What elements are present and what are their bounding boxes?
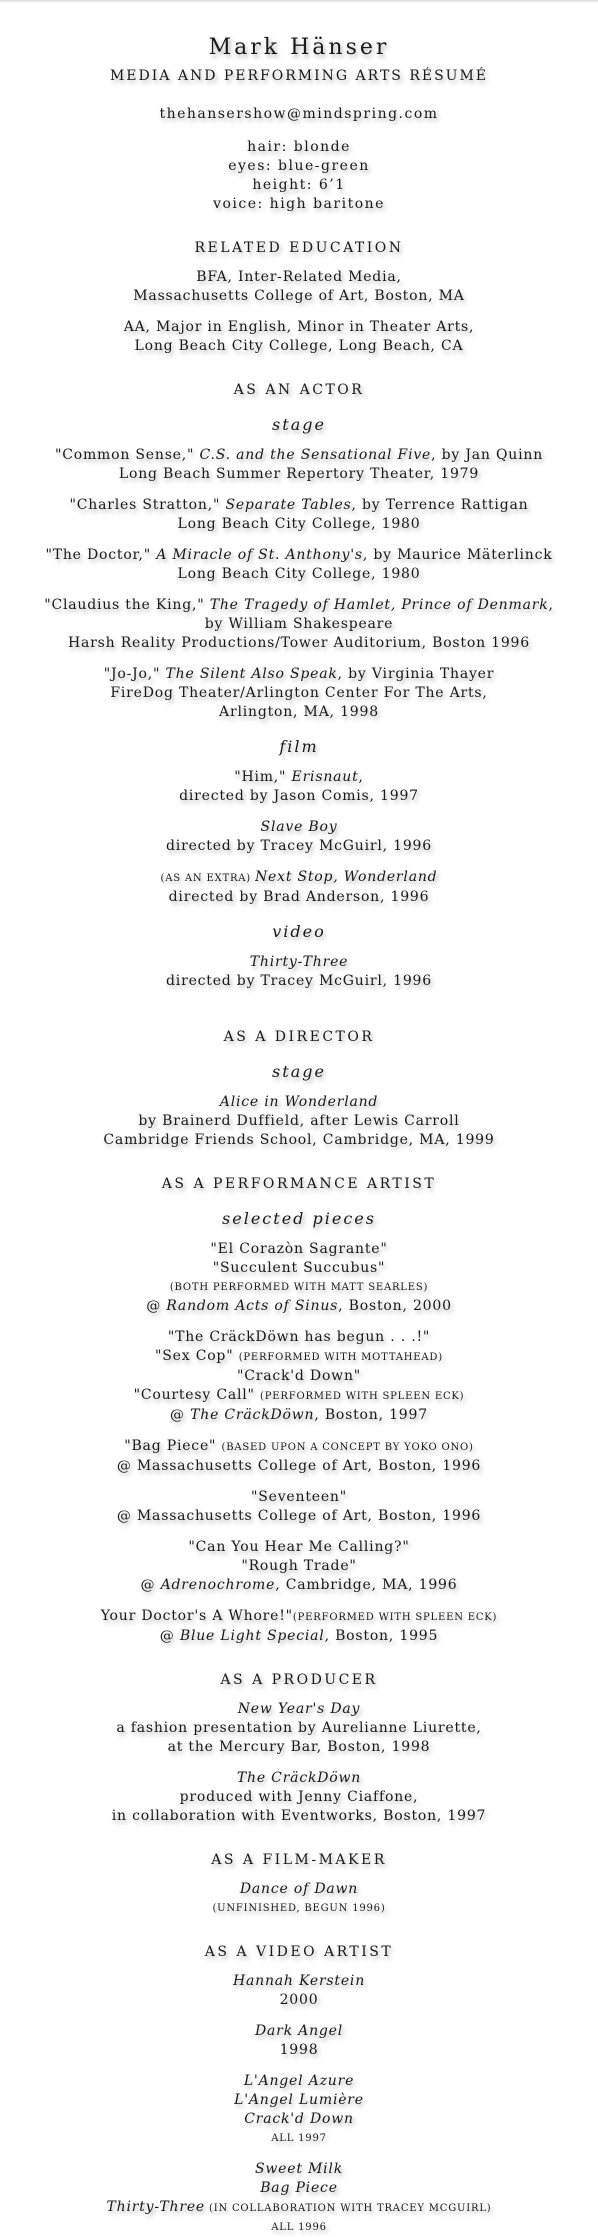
director-line: directed by Tracey McGuirl, 1996 xyxy=(166,838,432,854)
performance-entry xyxy=(0,1437,598,1476)
collaborator-note: (BOTH PERFORMED WITH MATT SEARLES) xyxy=(169,1282,429,1293)
status-line: (UNFINISHED, BEGUN 1996) xyxy=(212,1903,386,1914)
title-line: New Year's Day xyxy=(237,1701,361,1717)
top-edge xyxy=(0,0,598,3)
piece-title: "Rough Trade" xyxy=(241,1558,357,1574)
producer-entry xyxy=(0,1769,598,1826)
video-artist-entry xyxy=(0,2160,598,2237)
role-line: "Charles Stratton," Separate Tables, by Terrence Rattigan xyxy=(69,497,529,513)
resume-page xyxy=(0,33,598,2237)
director-line: directed by Tracey McGuirl, 1996 xyxy=(166,973,432,989)
actor-stage-entry xyxy=(0,546,598,584)
actor-stage-entry xyxy=(0,446,598,484)
venue-line: @ Massachusetts College of Art, Boston, 1996 xyxy=(116,1508,482,1524)
venue-line: Cambridge Friends School, Cambridge, MA, 1999 xyxy=(103,1132,495,1148)
title-line: (AS AN EXTRA) Next Stop, Wonderland xyxy=(160,869,438,885)
section-heading-director: AS A DIRECTOR xyxy=(223,1029,375,1045)
email-link[interactable]: thehansershow@mindspring.com xyxy=(159,106,439,122)
education-school: Long Beach City College, Long Beach, CA xyxy=(134,338,464,354)
actor-film-entry xyxy=(0,768,598,806)
video-artist-entry xyxy=(0,1972,598,2010)
actor-film-entry xyxy=(0,818,598,856)
title-line: Bag Piece xyxy=(260,2180,338,2196)
section-heading-education: RELATED EDUCATION xyxy=(194,240,404,256)
stat-eyes: eyes: blue-green xyxy=(228,158,370,174)
actor-stage-entry xyxy=(0,496,598,534)
venue-line: @ Random Acts of Sinus, Boston, 2000 xyxy=(146,1298,452,1314)
education-degree: BFA, Inter-Related Media, xyxy=(196,269,402,285)
performance-entry xyxy=(0,1488,598,1526)
title-line: Sweet Milk xyxy=(255,2161,343,2177)
title-line: Thirty-Three xyxy=(249,954,349,970)
page-subtitle: MEDIA AND PERFORMING ARTS RÉSUMÉ xyxy=(109,68,489,84)
actor-stage-entry xyxy=(0,596,598,653)
venue-line: FireDog Theater/Arlington Center For The Arts, xyxy=(110,685,488,701)
piece-title: "Can You Hear Me Calling?" xyxy=(188,1539,410,1555)
performance-entry xyxy=(0,1328,598,1425)
venue-line: @ Massachusetts College of Art, Boston, 1996 xyxy=(116,1458,482,1474)
venue-line: Long Beach City College, 1980 xyxy=(177,566,421,582)
title-line: Dance of Dawn xyxy=(239,1881,359,1897)
title-line: Dark Angel xyxy=(254,2023,344,2039)
subheading-film: film xyxy=(279,737,319,756)
venue-line: Long Beach Summer Repertory Theater, 1979 xyxy=(118,466,480,482)
venue-line: @ Adrenochrome, Cambridge, MA, 1996 xyxy=(140,1577,458,1593)
title-line: The CräckDöwn xyxy=(236,1770,362,1786)
piece-title: "Sex Cop" (PERFORMED WITH MOTTAHEAD) xyxy=(155,1348,443,1364)
role-line: "Jo-Jo," The Silent Also Speak, by Virginia Thayer xyxy=(103,666,495,682)
venue-line: @ The CräckDöwn, Boston, 1997 xyxy=(170,1407,428,1423)
title-line: Thirty-Three (IN COLLABORATION WITH TRACEY MCGUIRL) xyxy=(106,2199,492,2215)
piece-title: "Courtesy Call" (PERFORMED WITH SPLEEN ECK) xyxy=(133,1387,465,1403)
author-line: by Brainerd Duffield, after Lewis Carroll xyxy=(138,1113,460,1129)
performance-entry xyxy=(0,1538,598,1595)
performance-entry xyxy=(0,1240,598,1316)
year-line: 2000 xyxy=(279,1992,319,2008)
director-line: directed by Jason Comis, 1997 xyxy=(179,788,419,804)
role-line: "Him," Erisnaut, xyxy=(234,769,364,785)
section-heading-filmmaker: AS A FILM-MAKER xyxy=(211,1852,387,1868)
venue-line: Arlington, MA, 1998 xyxy=(219,704,379,720)
education-entry xyxy=(0,318,598,356)
page-title: Mark Hänser xyxy=(208,35,390,60)
subheading-stage: stage xyxy=(272,1062,326,1081)
performance-entry xyxy=(0,1607,598,1646)
detail-line: a fashion presentation by Aurelianne Liurette, xyxy=(116,1720,482,1736)
actor-video-entry xyxy=(0,953,598,991)
video-artist-entry xyxy=(0,2022,598,2060)
venue-line: Long Beach City College, 1980 xyxy=(177,516,421,532)
piece-title: "Crack'd Down" xyxy=(236,1368,362,1384)
venue-line: @ Blue Light Special, Boston, 1995 xyxy=(159,1628,439,1644)
year-line: ALL 1996 xyxy=(271,2222,327,2233)
subheading-selected-pieces: selected pieces xyxy=(222,1209,376,1228)
year-line: 1998 xyxy=(279,2042,319,2058)
director-stage-entry xyxy=(0,1093,598,1150)
section-heading-actor: AS AN ACTOR xyxy=(233,382,365,398)
stat-voice: voice: high baritone xyxy=(213,196,385,212)
year-line: ALL 1997 xyxy=(271,2133,327,2144)
title-line: L'Angel Lumière xyxy=(234,2092,364,2108)
role-line: "Claudius the King," The Tragedy of Hamlet, Prince of Denmark, xyxy=(44,597,554,613)
venue-line: in collaboration with Eventworks, Boston, 1997 xyxy=(111,1808,487,1824)
actor-stage-entry xyxy=(0,665,598,722)
subheading-stage: stage xyxy=(272,415,326,434)
section-heading-video-artist: AS A VIDEO ARTIST xyxy=(204,1944,394,1960)
education-entry xyxy=(0,268,598,306)
role-line: "Common Sense," C.S. and the Sensational Five, by Jan Quinn xyxy=(54,447,544,463)
piece-title: "Bag Piece" (BASED UPON A CONCEPT BY YOKO ONO) xyxy=(124,1438,474,1454)
piece-title: "Seventeen" xyxy=(251,1489,347,1505)
title-line: Alice in Wonderland xyxy=(219,1094,379,1110)
actor-film-entry xyxy=(0,868,598,907)
video-artist-entry xyxy=(0,2072,598,2148)
education-degree: AA, Major in English, Minor in Theater Arts, xyxy=(123,319,475,335)
title-line: Slave Boy xyxy=(260,819,338,835)
filmmaker-entry xyxy=(0,1880,598,1918)
section-heading-producer: AS A PRODUCER xyxy=(220,1672,378,1688)
education-school: Massachusetts College of Art, Boston, MA xyxy=(133,288,465,304)
physical-stats xyxy=(0,138,598,214)
piece-title: "El Corazòn Sagrante" xyxy=(210,1241,388,1257)
piece-title: "The CräckDöwn has begun . . .!" xyxy=(167,1329,431,1345)
producer-entry xyxy=(0,1700,598,1757)
title-line: Hannah Kerstein xyxy=(232,1973,366,1989)
director-line: directed by Brad Anderson, 1996 xyxy=(168,889,430,905)
title-line: Crack'd Down xyxy=(244,2111,354,2127)
stat-hair: hair: blonde xyxy=(247,139,351,155)
venue-line: Harsh Reality Productions/Tower Auditorium, Boston 1996 xyxy=(68,635,530,651)
venue-line: at the Mercury Bar, Boston, 1998 xyxy=(167,1739,431,1755)
role-line: "The Doctor," A Miracle of St. Anthony's, by Maurice Mäterlinck xyxy=(45,547,553,563)
author-line: by William Shakespeare xyxy=(204,616,394,632)
title-line: L'Angel Azure xyxy=(243,2073,355,2089)
detail-line: produced with Jenny Ciaffone, xyxy=(179,1789,419,1805)
section-heading-performance: AS A PERFORMANCE ARTIST xyxy=(161,1176,437,1192)
piece-title: Your Doctor's A Whore!"(PERFORMED WITH SPLEEN ECK) xyxy=(100,1608,498,1624)
stat-height: height: 6’1 xyxy=(252,177,346,193)
piece-title: "Succulent Succubus" xyxy=(212,1260,386,1276)
subheading-video: video xyxy=(272,922,326,941)
